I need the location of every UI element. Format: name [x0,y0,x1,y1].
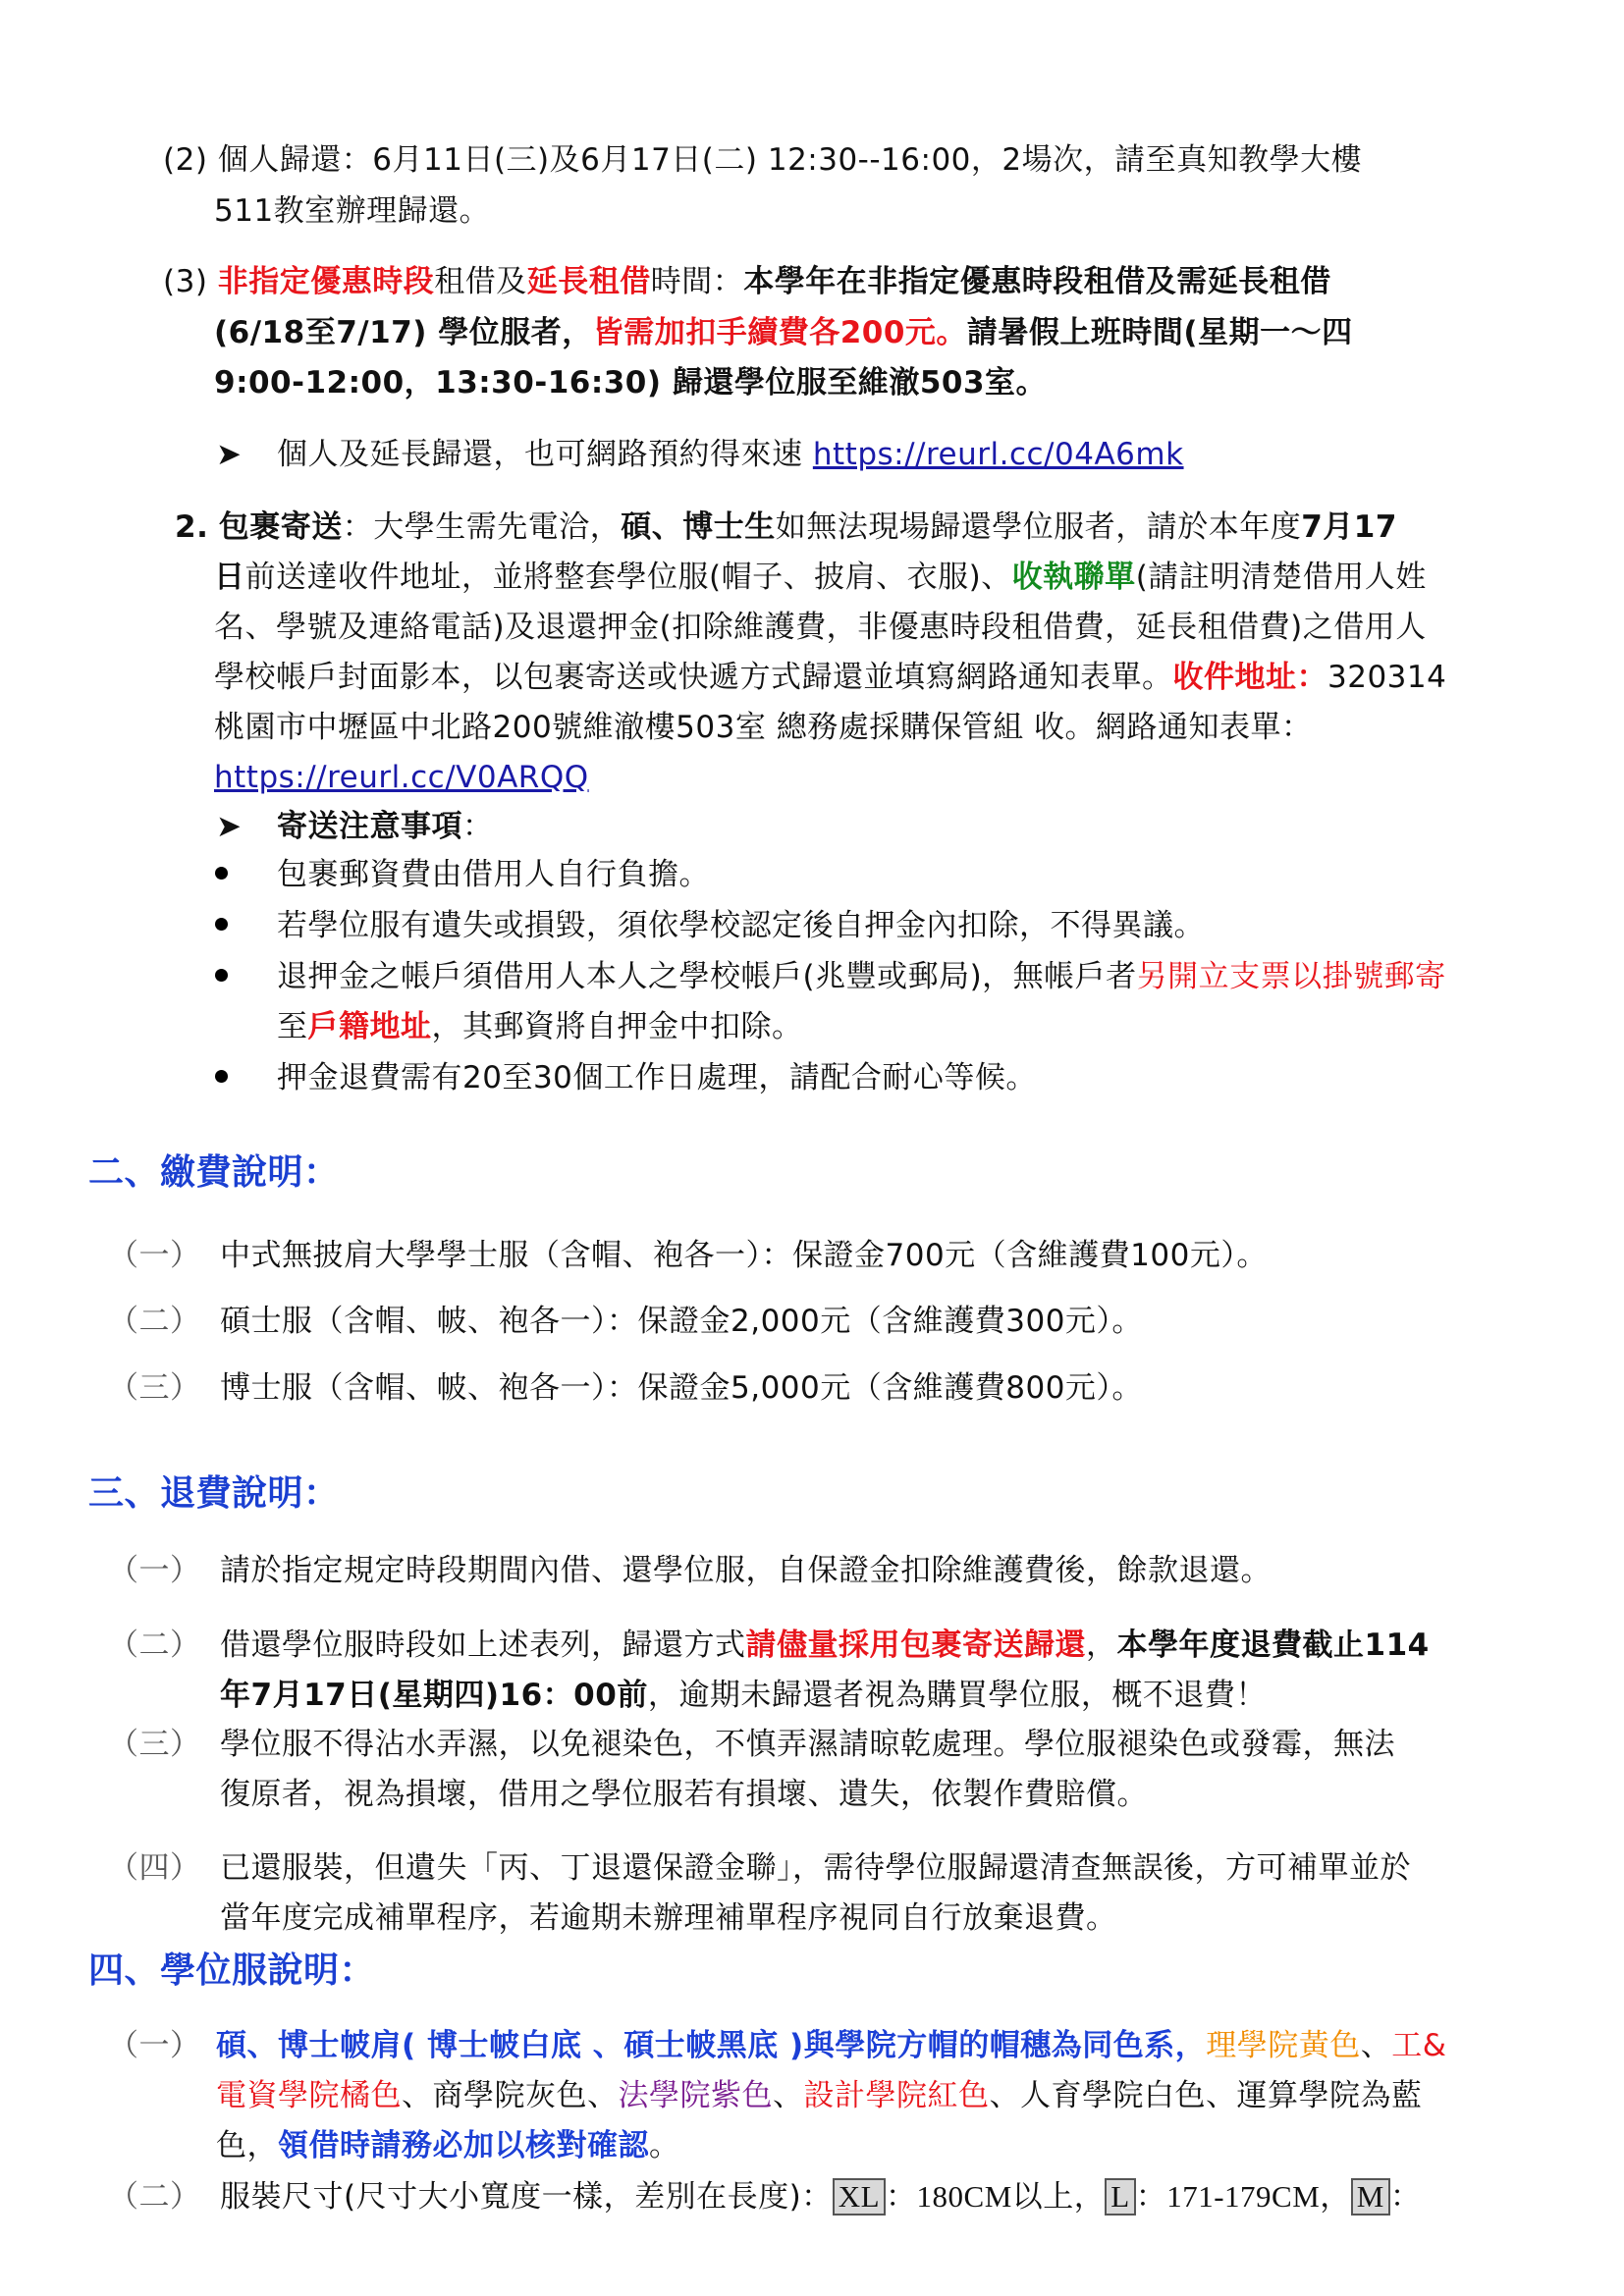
fee-notice: 皆需加扣手續費各200元。 [592,315,967,350]
bullet-icon [215,867,228,880]
package-text-2b: 前送達收件地址，並將整套學位服(帽子、披肩、衣服)、 [244,560,1012,595]
refund-item-3-line1: 學位服不得沾水弄濕，以免褪染色，不慎弄濕請晾乾處理。學位服褪染色或發霉，無法 [220,1727,1395,1762]
refund-item-2-line2 [220,1671,1267,1720]
package-line1 [175,503,1397,552]
refund-item-3-line2: 復原者，視為損壞，借用之學位服若有損壞、遺失，依製作費賠償。 [220,1777,1148,1812]
verify-notice: 領借時請務必加以核對確認 [278,2128,649,2163]
gown-item-2-line1 [220,2172,1421,2221]
size-l-box: L [1105,2178,1135,2216]
arrow-icon: ➤ [216,809,243,844]
note-3-text-e: ，其郵資將自押金中扣除。 [431,1009,803,1044]
item-2-line1 [163,135,1362,185]
separator: 、 [1360,2028,1392,2063]
hood-tassel-note: 碩、博士帔肩( 博士帔白底 、碩士帔黑底 )與學院方帽的帽穗為同色系， [216,2028,1207,2063]
size-intro: 服裝尺寸(尺寸大小寬度一樣，差別在長度)： [220,2179,833,2215]
note-4: 押金退費需有20至30個工作日處理，請配合耐心等候。 [277,1060,1037,1095]
reservation-line [277,430,1184,479]
notes-title: 寄送注意事項 [277,809,462,844]
item-3-line1 [163,257,1331,306]
refund-item-4-line1: 已還服裝，但遺失「丙、丁退還保證金聯」，需待學位服歸還清查無誤後，方可補單並於 [220,1850,1411,1886]
arrow-icon: ➤ [216,437,243,472]
period: 。 [649,2128,680,2163]
package-label: 2. [175,509,209,545]
refund-item-2-text-a: 借還學位服時段如上述表列，歸還方式 [220,1628,746,1663]
gown-heading: 四、學位服說明： [88,1950,376,1991]
other-colleges: 、人育學院白色、運算學院為藍 [989,2078,1423,2113]
package-text-1d: 7月17 [1301,509,1397,545]
fees-heading: 二、繳費說明： [88,1152,340,1193]
extended-rent: 延長租借 [526,264,651,299]
fee-item-2 [108,1297,201,1346]
note-3-text-b: 另開立支票以掛號郵寄 [1136,959,1446,994]
notification-form-link[interactable]: https://reurl.cc/V0ARQQ [214,760,589,795]
household-address: 戶籍地址 [307,1009,432,1044]
package-link-line [214,753,589,802]
refund-heading: 三、退費說明： [88,1473,340,1514]
gown-item-1-line3 [216,2121,680,2170]
refund-item-4-num: （四） [108,1850,201,1886]
package-text-2d: (請註明清楚借用人姓 [1135,560,1427,595]
refund-item-1-num: （一） [108,1553,201,1588]
non-designated-period: 非指定優惠時段 [217,264,435,299]
package-return-preferred: 請儘量採用包裹寄送歸還 [745,1628,1086,1663]
item-3-label: (3) [163,264,208,299]
note-3-text-c: 至 [277,1009,308,1044]
note-2: 若學位服有遺失或損毀，須依學校認定後自押金內扣除，不得異議。 [277,908,1205,943]
recipient-address-label: 收件地址： [1172,660,1327,695]
refund-item-4-line2: 當年度完成補單程序，若逾期未辦理補單程序視同自行放棄退費。 [220,1900,1117,1936]
refund-item-1-label [108,1546,201,1595]
refund-deadline-a: 本學年度退費截止114 [1116,1628,1430,1663]
note-3-line1 [277,952,1446,1001]
text-date-range: (6/18至7/17) 學位服者， [214,315,593,350]
reservation-link[interactable]: https://reurl.cc/04A6mk [812,437,1184,472]
bullet-icon [215,1070,228,1083]
refund-item-2-line1 [220,1621,1430,1670]
engineering-orange-b: 電資學院橘色 [216,2078,402,2113]
package-line2 [214,553,1427,602]
package-line5: 桃園市中壢區中北路200號維澈樓503室 總務處採購保管組 收。網路通知表單： [214,710,1313,745]
gown-item-2-num: （二） [108,2179,201,2215]
bullet-icon [215,918,228,931]
engineering-orange-a: 工& [1391,2028,1447,2063]
refund-item-2-label [108,1621,201,1670]
size-m-box: M [1351,2178,1390,2216]
gown-item-1-line2 [216,2071,1423,2120]
package-title: 包裹寄送 [218,509,343,545]
receipt-stub: 收執聯單 [1011,560,1136,595]
size-xl-box: XL [833,2178,886,2216]
text-summer-hours: 請暑假上班時間(星期一～四 [966,315,1353,350]
refund-item-2-comma: ， [1086,1628,1117,1663]
fee-item-1-text: 中式無披肩大學學士服（含帽、袍各一）：保證金700元（含維護費100元）。 [220,1238,1268,1273]
refund-item-4-label [108,1843,201,1893]
fee-item-3-text: 博士服（含帽、帔、袍各一）：保證金5,000元（含維護費800元）。 [220,1370,1143,1406]
note-1: 包裹郵資費由借用人自行負擔。 [277,857,710,892]
gown-item-1-label [108,2021,201,2070]
size-xl-desc: ：180CM以上， [886,2179,1106,2214]
gown-item-1-num: （一） [108,2028,201,2063]
reservation-text: 個人及延長歸還，也可網路預約得來速 [277,437,813,472]
blue-suffix: 色， [216,2128,278,2163]
refund-item-1-text: 請於指定規定時段期間內借、還學位服，自保證金扣除維護費後，餘款退還。 [220,1553,1272,1588]
note-3-line2 [277,1002,803,1051]
fee-item-1-label: （一） [108,1238,201,1273]
postal-code: 320314 [1327,660,1447,695]
item-2-label: (2) [163,142,208,178]
item-3-line3: 9:00-12:00，13:30-16:30) 歸還學位服至維澈503室。 [214,365,1048,400]
gown-item-1-line1 [216,2021,1446,2070]
fee-item-1 [108,1231,201,1280]
package-line4 [214,653,1446,702]
refund-item-3-label [108,1720,201,1769]
science-yellow: 理學院黃色 [1206,2028,1361,2063]
text-time: 時間： [650,264,744,299]
size-l-desc: ：171-179CM， [1135,2179,1351,2214]
refund-item-3-num: （三） [108,1727,201,1762]
fee-item-3-label: （三） [108,1370,201,1406]
package-text-2a: 日 [214,560,245,595]
refund-item-2-num: （二） [108,1628,201,1663]
package-text-1a: ：大學生需先電洽， [342,509,622,545]
note-3-text-a: 退押金之帳戶須借用人本人之學校帳戶(兆豐或郵局)，無帳戶者 [277,959,1137,994]
separator: 、 [773,2078,804,2113]
notes-heading [277,802,494,851]
package-text-4a: 學校帳戶封面影本，以包裹寄送或快遞方式歸還並填寫網路通知表單。 [214,660,1173,695]
bullet-icon [215,969,228,982]
size-m-desc: ： [1389,2179,1422,2214]
gown-item-2-label [108,2172,201,2221]
fee-item-2-label: （二） [108,1304,201,1339]
item-2-text: 個人歸還：6月11日(三)及6月17日(二) 12:30--16:00，2場次，請至真知教學大樓 [217,142,1363,178]
notes-colon: ： [462,809,494,844]
package-text-1b: 碩、博士生 [621,509,776,545]
item-3-line2 [214,308,1353,357]
refund-item-2-text-b: ，逾期未歸還者視為購買學位服，概不退費！ [647,1678,1267,1713]
text-bold-notice: 本學年在非指定優惠時段租借及需延長租借 [743,264,1331,299]
business-gray: 、商學院灰色、 [402,2078,619,2113]
text-rent: 租借及 [434,264,527,299]
package-line3: 名、學號及連絡電話)及退還押金(扣除維護費，非優惠時段租借費，延長租借費)之借用人 [214,610,1427,645]
fee-item-3 [108,1363,201,1413]
design-red: 設計學院紅色 [803,2078,990,2113]
package-text-1c: 如無法現場歸還學位服者，請於本年度 [775,509,1302,545]
item-2-line2: 511教室辦理歸還。 [214,193,491,229]
refund-deadline-b: 年7月17日(星期四)16：00前 [220,1678,648,1713]
law-purple: 法學院紫色 [618,2078,773,2113]
fee-item-2-text: 碩士服（含帽、帔、袍各一）：保證金2,000元（含維護費300元）。 [220,1304,1143,1339]
